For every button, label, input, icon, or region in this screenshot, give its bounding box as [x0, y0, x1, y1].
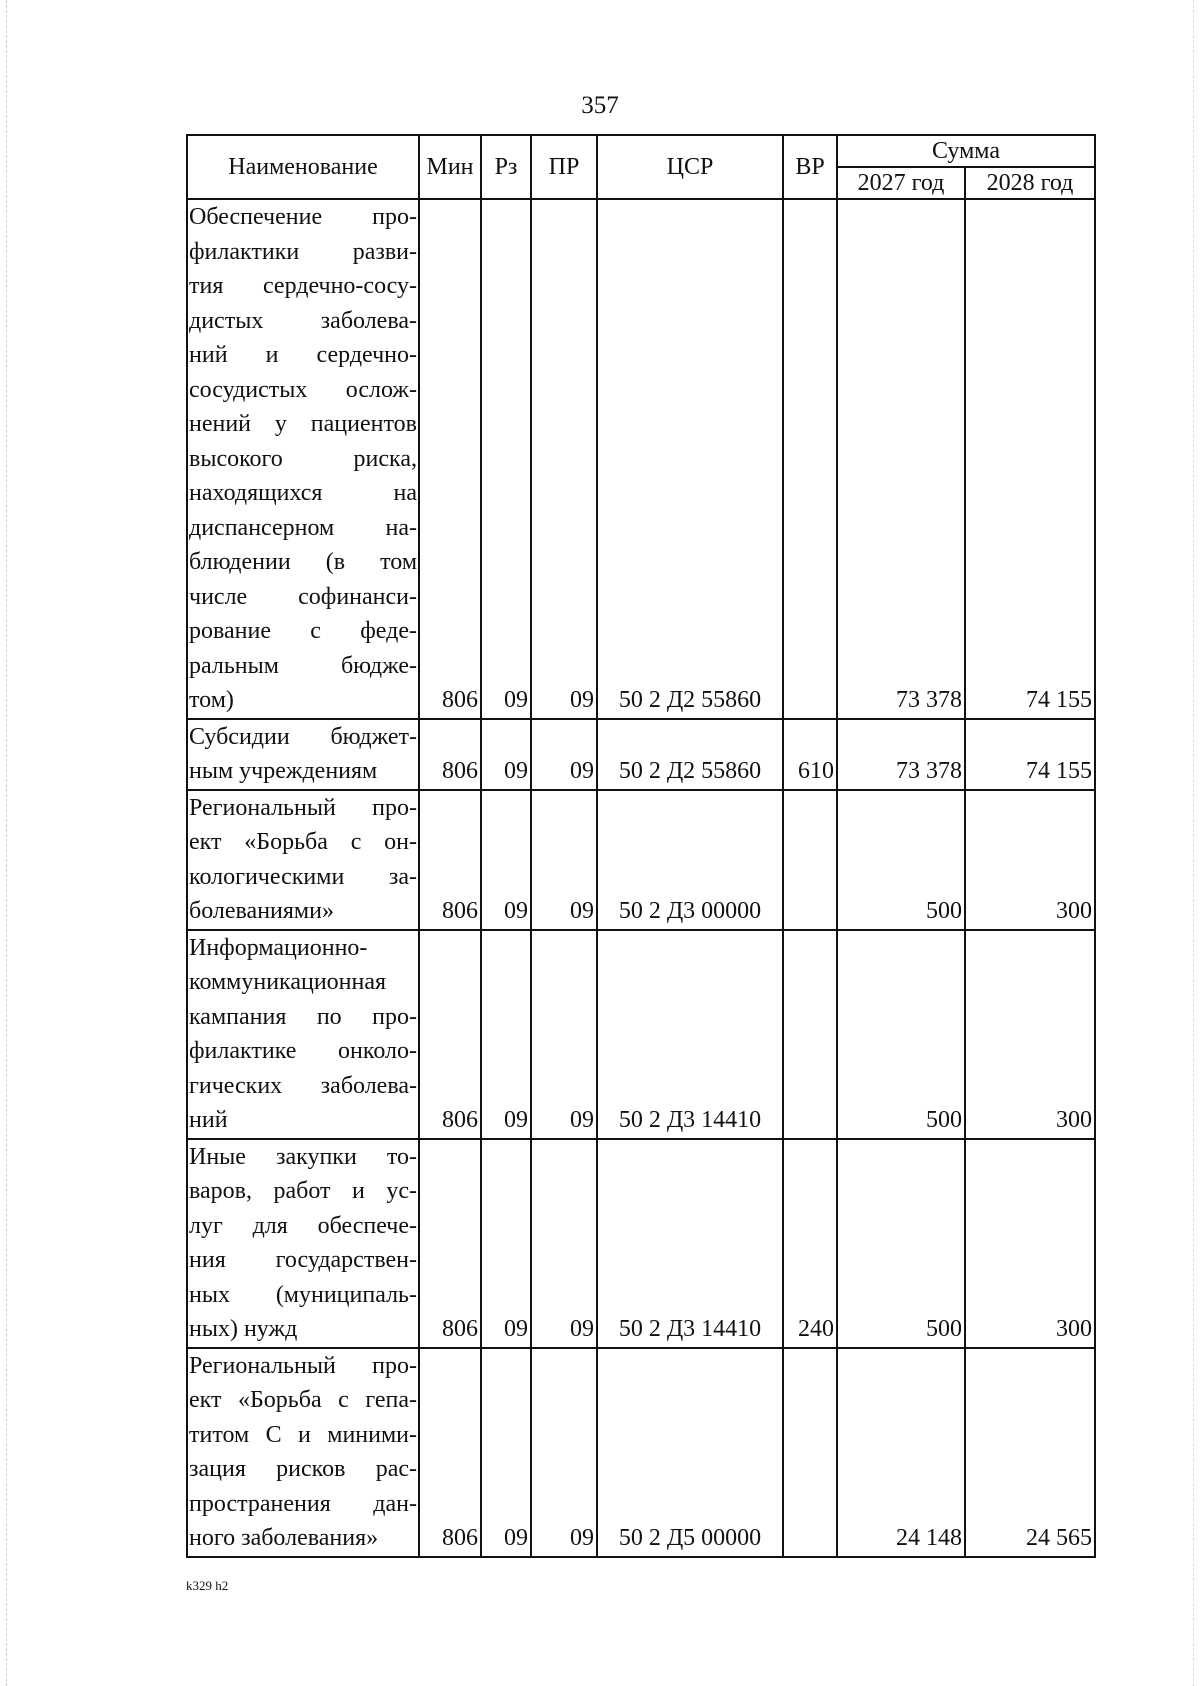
- row-name-line: ного заболевания»: [189, 1525, 379, 1551]
- row-pr: 09: [531, 719, 597, 790]
- row-csr: 50 2 Д2 55860: [597, 199, 783, 719]
- row-vr: [783, 790, 837, 930]
- row-sum-2028: 74 155: [965, 199, 1095, 719]
- row-name-line: ний и сердечно-: [189, 342, 417, 368]
- row-pr: 09: [531, 790, 597, 930]
- header-sum: Сумма: [837, 135, 1095, 167]
- page-number: 357: [581, 92, 619, 119]
- row-min: 806: [419, 199, 481, 719]
- row-name-line: Региональный про-: [189, 794, 417, 821]
- row-name-line: том): [189, 687, 234, 713]
- row-name-line: филактики разви-: [189, 238, 417, 265]
- table-row: [187, 1139, 1095, 1348]
- row-name-line: зация рисков рас-: [189, 1456, 417, 1482]
- row-csr: 50 2 Д2 55860: [597, 719, 783, 790]
- row-name-line: дистых заболева-: [189, 307, 417, 334]
- row-name-line: луг для обеспече-: [189, 1212, 417, 1239]
- header-year-2028: 2028 год: [965, 167, 1095, 199]
- row-vr: [783, 199, 837, 719]
- row-sum-2027: 73 378: [837, 199, 965, 719]
- row-name-line: варов, работ и ус-: [189, 1178, 417, 1204]
- table-row: [187, 930, 1095, 1139]
- row-csr: 50 2 Д3 14410: [597, 1139, 783, 1348]
- row-name-line: Информационно-: [189, 934, 368, 961]
- row-name-line: Региональный про-: [189, 1352, 417, 1379]
- row-name-line: болеваниями»: [189, 898, 334, 924]
- row-name-line: ных (муниципаль-: [189, 1281, 417, 1308]
- row-name-line: ний: [189, 1107, 228, 1133]
- row-csr: 50 2 Д3 14410: [597, 930, 783, 1139]
- row-min: 806: [419, 719, 481, 790]
- header-year-2027: 2027 год: [837, 167, 965, 199]
- row-sum-2028: 300: [965, 1139, 1095, 1348]
- row-sum-2027: 500: [837, 790, 965, 930]
- row-name: [187, 1139, 419, 1348]
- row-name-line: ект «Борьба с он-: [189, 829, 417, 855]
- row-name-line: рование с феде-: [189, 618, 417, 644]
- table-row: [187, 790, 1095, 930]
- table-row: [187, 719, 1095, 790]
- row-name-line: ния государствен-: [189, 1247, 417, 1273]
- header-vr: ВР: [783, 135, 837, 199]
- header-pr: ПР: [531, 135, 597, 199]
- budget-table: [186, 134, 1096, 1558]
- row-name: [187, 1348, 419, 1557]
- row-name-line: ект «Борьба с гепа-: [189, 1387, 417, 1413]
- row-vr: 240: [783, 1139, 837, 1348]
- row-rz: 09: [481, 719, 531, 790]
- row-name-line: числе софинанси-: [189, 583, 417, 610]
- row-name: [187, 719, 419, 790]
- footer-code: k329 h2: [186, 1578, 229, 1593]
- header-rz: Рз: [481, 135, 531, 199]
- row-name-line: ным учреждениям: [189, 758, 378, 784]
- row-vr: [783, 930, 837, 1139]
- row-csr: 50 2 Д3 00000: [597, 790, 783, 930]
- header-min: Мин: [419, 135, 481, 199]
- table-row: [187, 1348, 1095, 1557]
- row-name-line: коммуникационная: [189, 969, 387, 995]
- row-min: 806: [419, 1139, 481, 1348]
- row-name-line: кологическими за-: [189, 863, 417, 890]
- row-min: 806: [419, 790, 481, 930]
- table-row: [187, 199, 1095, 719]
- row-name-line: титом С и миними-: [189, 1421, 417, 1448]
- row-sum-2028: 24 565: [965, 1348, 1095, 1557]
- row-vr: 610: [783, 719, 837, 790]
- row-rz: 09: [481, 790, 531, 930]
- row-pr: 09: [531, 1348, 597, 1557]
- scan-edge-left: [6, 0, 7, 1686]
- row-name-line: гических заболева-: [189, 1072, 417, 1099]
- row-sum-2027: 500: [837, 1139, 965, 1348]
- row-vr: [783, 1348, 837, 1557]
- row-sum-2027: 24 148: [837, 1348, 965, 1557]
- row-name-line: кампания по про-: [189, 1003, 417, 1030]
- row-rz: 09: [481, 199, 531, 719]
- row-csr: 50 2 Д5 00000: [597, 1348, 783, 1557]
- row-sum-2027: 500: [837, 930, 965, 1139]
- row-name-line: нений у пациентов: [189, 411, 417, 437]
- scan-edge-right: [1193, 0, 1194, 1686]
- row-rz: 09: [481, 930, 531, 1139]
- row-name: [187, 930, 419, 1139]
- row-sum-2028: 74 155: [965, 719, 1095, 790]
- row-name-line: блюдении (в том: [189, 549, 417, 575]
- row-name-line: пространения дан-: [189, 1490, 417, 1517]
- row-pr: 09: [531, 199, 597, 719]
- row-sum-2028: 300: [965, 930, 1095, 1139]
- table-body: [187, 199, 1095, 1557]
- row-sum-2028: 300: [965, 790, 1095, 930]
- row-name-line: Обеспечение про-: [189, 204, 417, 230]
- row-min: 806: [419, 1348, 481, 1557]
- row-name-line: находящихся на: [189, 480, 417, 506]
- row-name-line: диспансерном на-: [189, 514, 417, 541]
- row-rz: 09: [481, 1139, 531, 1348]
- row-name-line: Субсидии бюджет-: [189, 723, 417, 750]
- header-name: Наименование: [187, 135, 419, 199]
- row-name-line: тия сердечно-сосу-: [189, 273, 417, 299]
- row-name-line: высокого риска,: [189, 445, 417, 472]
- row-name: [187, 199, 419, 719]
- row-name-line: Иные закупки то-: [189, 1143, 417, 1170]
- row-name-line: ральным бюдже-: [189, 652, 417, 679]
- row-name-line: сосудистых ослож-: [189, 376, 417, 403]
- header-csr: ЦСР: [597, 135, 783, 199]
- row-pr: 09: [531, 1139, 597, 1348]
- row-name: [187, 790, 419, 930]
- row-rz: 09: [481, 1348, 531, 1557]
- row-name-line: ных) нужд: [189, 1316, 298, 1342]
- row-sum-2027: 73 378: [837, 719, 965, 790]
- row-min: 806: [419, 930, 481, 1139]
- row-pr: 09: [531, 930, 597, 1139]
- row-name-line: филактике онколо-: [189, 1038, 417, 1064]
